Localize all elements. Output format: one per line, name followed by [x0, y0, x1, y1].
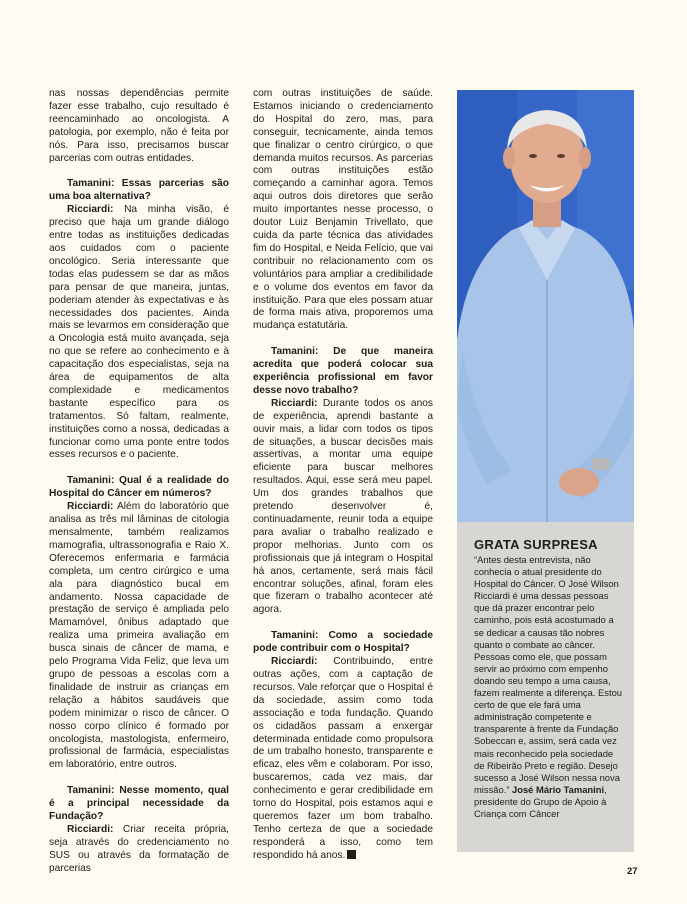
question-heading: Tamanini: Essas parcerias são uma boa alternativa? — [49, 178, 229, 203]
quote-text: “Antes desta entrevista, não conhecia o atual presidente do Hospital do Câncer. O José Wilson Ricciardi é uma dessas pessoas que dá prazer encontrar pelo caminho, pois está acostumado a se dedicar a causas tão nobres quanto o combate ao câncer. Pessoas como ele, que possam servir ao próximo com empenho doando seu tempo a uma causa, fazem realmente a diferença. Estou certo de que ele fará uma administração competente e transparente à frente da Fundação Sobeccan e, assim, será cada vez mais reconhecido pela sociedade de Ribeirão Preto e região. Desejo sucesso a José Wilson nessa nova missão.” — [474, 554, 622, 795]
answer-text: Além do laboratório que analisa as três mil lâminas de citologia mensalmente, também realizamos mamografia, ultrassonografia e Raio X. Oferecemos enfermaria e farmácia completa, um centro cirúrgico e uma ala para diagnóstico bucal em andamento. Nossa capacidade de prestação de serviço é ampliada pelo Mamamóvel, ônibus adaptado que realiza uma primeira avaliação em busca sinais de câncer de mama, e pelo Programa Vida Feliz, que leva um grupo de pessoas a escolas com a finalidade de instruir as crianças em relação a hábitos saudáveis que podem minimizar o risco de câncer. O nosso corpo clínico é formado por oncologista, mastologista, enfermeiro, profissional de farmácia, especialistas em laboratório, entre outros. — [49, 501, 229, 771]
answer-text: Contribuindo, entre outras ações, com a captação de recursos. Vale reforçar que o Hospital é da sociedade, assim como toda associação e toda fundação. Quando os cidadãos passam a enxergar determinada entidade como propulsora de um trabalho honesto, transparente e eficaz, eles vêm e colaboram. Por isso, buscaremos, cada vez mais, dar conhecimento e gerar credibilidade em torno do Hospital, pois estamos aqui e queremos fazer um bom trabalho. Tenho certeza de que a sociedade responderá a isso, como tem respondido há anos. — [253, 656, 433, 861]
speaker-label: Ricciardi: — [271, 656, 318, 668]
paragraph: nas nossas dependências permite fazer esse trabalho, cujo resultado é reencaminhado ao oncologista. A patologia, por exemplo, não é feita por nós. Para isso, precisamos buscar parcerias com outras entidades. — [49, 88, 229, 164]
question-heading: Tamanini: Como a sociedade pode contribuir com o Hospital? — [253, 630, 433, 655]
answer-text: Na minha visão, é preciso que haja um grande diálogo entre todas as instituições dedicadas aos cuidados com o paciente oncológico. Seria interessante que todas elas pudessem se dar as mãos para pensar de que maneira, juntas, poderiam atender às expectativas e às necessidades dos pacientes. Ainda mais se levarmos em consideração que a Oncologia está muito avançada, seja no que se refere ao conhecimento e à capacitação dos especialistas, seja na área de equipamentos de alta complexidade e medicamentos bastante específico para os tratamentos. Só faltam, realmente, instituições como a nossa, dedicadas a funcionar como uma ponte entre todos esses recursos e o paciente. — [49, 204, 229, 461]
quote-author: José Mário Tamanini — [512, 783, 605, 795]
speaker-label: Ricciardi: — [67, 204, 114, 216]
speaker-label: Ricciardi: — [67, 823, 114, 835]
sidebar-box — [457, 522, 634, 852]
article-column-2 — [253, 88, 433, 863]
answer-paragraph — [253, 656, 433, 863]
page-number: 27 — [627, 866, 638, 877]
sidebar-title: GRATA SURPRESA — [474, 537, 598, 552]
answer-paragraph — [49, 824, 229, 876]
question-heading: Tamanini: Nesse momento, qual é a principal necessidade da Fundação? — [49, 785, 229, 823]
answer-paragraph — [253, 398, 433, 617]
answer-paragraph — [49, 501, 229, 772]
article-column-1 — [49, 88, 229, 876]
portrait-photo — [457, 90, 634, 522]
speaker-label: Ricciardi: — [67, 501, 114, 513]
paragraph: com outras instituições de saúde. Estamos iniciando o credenciamento do Hospital do zero, mas, para conseguir, tecnicamente, ainda temos que finalizar o centro cirúrgico, o que demanda muitos recursos. As parcerias com outras instituições estão começando a caminhar agora. Temos aqui outros dois diretores que serão muito importantes nesse processo, o doutor Luiz Benjamin Trivellato, que cuida da parte técnica das atividades fim do Hospital, e Neida Felício, que vai contribuir no relacionamento com os voluntários para ampliar a credibilidade e o volume dos eventos em favor da instituição. Para que eles possam atuar de forma mais ativa, proporemos uma mudança estatutária. — [253, 88, 433, 332]
question-heading: Tamanini: Qual é a realidade do Hospital do Câncer em números? — [49, 475, 229, 500]
portrait-illustration — [457, 90, 634, 522]
end-mark-icon — [347, 850, 356, 859]
answer-text: Criar receita própria, seja através do credenciamento no SUS ou através da formatação de parcerias — [49, 823, 229, 874]
speaker-label: Ricciardi: — [271, 397, 318, 409]
answer-text: Durante todos os anos de experiência, aprendi bastante a ouvir mais, a lidar com todos os tipos de situações, a buscar decisões mais assertivas, a montar uma equipe eficiente para buscar melhores resultados. Aqui, esse será meu papel. Um dos grandes trabalhos que pretendo desenvolver é, continuadamente, reunir toda a equipe para avaliar o trabalho realizado e propor melhorias. Junto com os profissionais que já integram o Hospital há anos, certamente, será mais fácil encontrar soluções, afinal, foram eles que fizeram o trabalho acontecer até agora. — [253, 397, 433, 616]
sidebar-quote — [474, 554, 624, 820]
answer-paragraph — [49, 204, 229, 462]
question-heading: Tamanini: De que maneira acredita que poderá colocar sua experiência profissional em favor desse novo trabalho? — [253, 346, 433, 396]
quote-author-role: , presidente do Grupo de Apoio à Criança com Câncer — [474, 783, 607, 819]
